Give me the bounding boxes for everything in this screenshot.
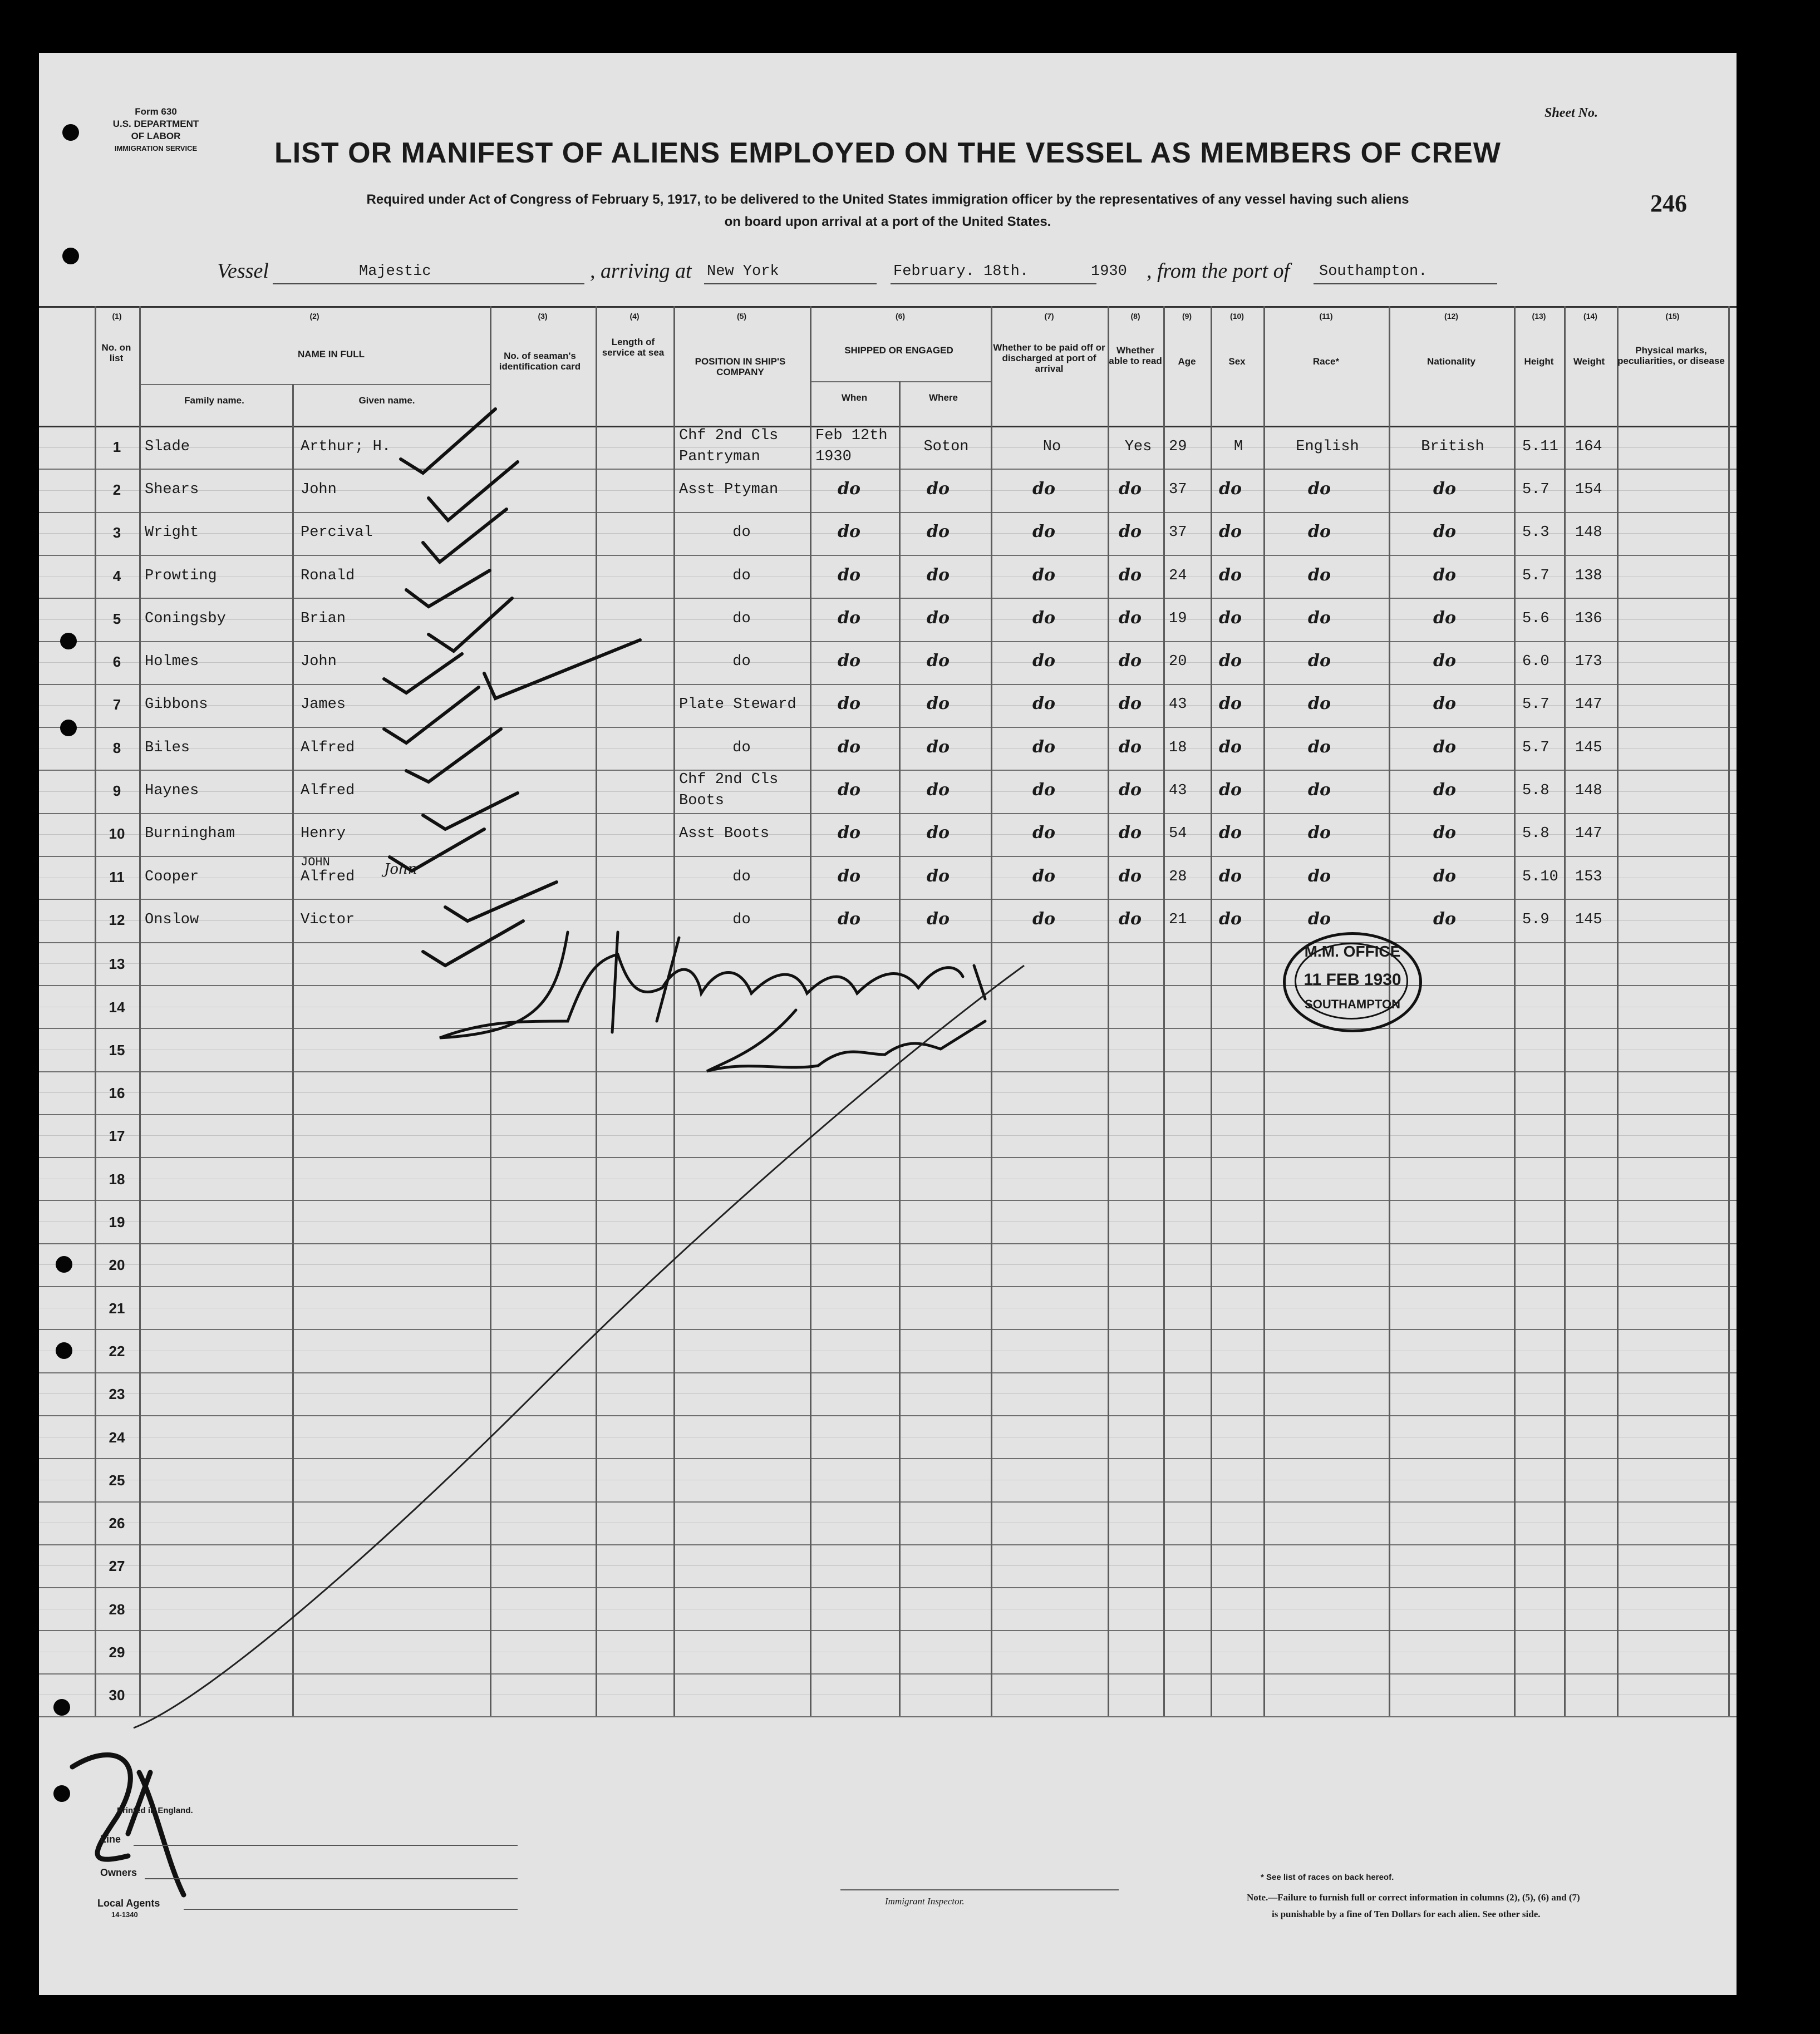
ditto-mark: do	[838, 651, 860, 671]
weight: 136	[1575, 610, 1602, 627]
ditto-mark: do	[1433, 608, 1456, 628]
ditto-mark: do	[927, 823, 950, 843]
age: 28	[1169, 868, 1187, 885]
subtitle-line-1: Required under Act of Congress of February 5, 1917, to be delivered to the United States immigration officer by the representatives of any vessel having such aliens	[366, 192, 1409, 207]
row-number: 26	[109, 1515, 125, 1532]
shipped-when-line-2: 1930	[815, 448, 852, 465]
ditto-mark: do	[1032, 737, 1055, 757]
cell-where: Soton	[923, 438, 969, 455]
column-number: (8)	[1130, 312, 1140, 321]
position: do	[732, 868, 751, 885]
header-position: POSITION IN SHIP'S COMPANY	[695, 356, 786, 377]
row-number: 8	[112, 739, 121, 756]
ditto-mark: do	[1119, 823, 1142, 843]
row-number: 18	[109, 1170, 125, 1188]
ditto-mark: do	[838, 522, 860, 542]
header-length-service: Length of service at sea	[602, 337, 665, 358]
fine-note	[1247, 1892, 1580, 1903]
ditto-mark: do	[1032, 780, 1055, 800]
row-number: 25	[109, 1471, 125, 1489]
row-number: 6	[112, 653, 121, 671]
shipped-when: Feb 12th	[815, 427, 888, 444]
position: Asst Ptyman	[679, 481, 779, 498]
position: Chf 2nd Cls	[679, 427, 779, 444]
row-number: 9	[112, 782, 121, 800]
height: 5.9	[1522, 911, 1550, 928]
check-mark	[406, 729, 501, 782]
header-sex: Sex	[1228, 356, 1246, 367]
signature-stroke	[612, 932, 618, 1032]
column-number: (7)	[1044, 312, 1054, 321]
ditto-mark: do	[927, 565, 950, 585]
height: 5.7	[1522, 739, 1550, 756]
check-mark	[484, 640, 640, 698]
row-number: 21	[109, 1299, 125, 1317]
ditto-mark: do	[1433, 737, 1456, 757]
position: do	[732, 653, 751, 671]
row-number: 17	[109, 1127, 125, 1145]
header-where: Where	[929, 392, 958, 403]
ditto-mark: do	[1433, 780, 1456, 800]
ditto-mark: do	[1219, 737, 1242, 757]
ditto-mark: do	[1219, 909, 1242, 929]
footer-agents: Local Agents	[97, 1898, 160, 1909]
cell-read: Yes	[1124, 438, 1152, 455]
column-number: (10)	[1230, 312, 1244, 321]
ditto-mark: do	[1308, 780, 1331, 800]
given-name: Percival	[301, 524, 373, 541]
given-name: John	[301, 653, 337, 671]
check-marks	[384, 409, 640, 966]
stamp-date: 11 FEB 1930	[1303, 971, 1401, 989]
given-name: Arthur; H.	[301, 438, 391, 455]
age: 29	[1169, 438, 1187, 455]
binder-hole	[62, 248, 79, 264]
row-number: 11	[109, 868, 125, 885]
row-number: 7	[112, 696, 121, 713]
cell-nationality: British	[1421, 438, 1484, 455]
row-number: 14	[109, 998, 125, 1016]
ditto-mark: do	[1433, 694, 1456, 714]
row-number: 12	[109, 911, 125, 928]
ditto-mark: do	[927, 651, 950, 671]
footer-agents-code: 14-1340	[111, 1910, 138, 1919]
ditto-mark: do	[1433, 909, 1456, 929]
ditto-mark: do	[1308, 522, 1331, 542]
ditto-mark: do	[1119, 737, 1142, 757]
ditto-mark: do	[927, 737, 950, 757]
ditto-mark: do	[1308, 608, 1331, 628]
ditto-mark: do	[1119, 694, 1142, 714]
arriving-label: , arriving at	[590, 259, 692, 283]
height: 5.7	[1522, 567, 1550, 584]
position: Plate Steward	[679, 696, 796, 713]
race-note: * See list of races on back hereof.	[1261, 1873, 1394, 1882]
ditto-mark: do	[1119, 608, 1142, 628]
age: 37	[1169, 481, 1187, 498]
office-stamp	[1283, 932, 1422, 1032]
header-given-name: Given name.	[358, 395, 415, 406]
family-name: Slade	[145, 438, 190, 455]
row-number: 20	[109, 1257, 125, 1274]
ditto-mark: do	[1032, 565, 1055, 585]
family-name: Burningham	[145, 825, 235, 843]
ditto-mark: do	[838, 608, 860, 628]
given-name: Alfred	[301, 868, 355, 885]
cell-paid: No	[1042, 438, 1061, 455]
ditto-mark: do	[927, 522, 950, 542]
header-physical: Physical marks, peculiarities, or disease	[1617, 345, 1725, 366]
row-number: 4	[112, 567, 121, 584]
given-name: James	[301, 696, 346, 713]
age: 18	[1169, 739, 1187, 756]
header-shipped: SHIPPED OR ENGAGED	[844, 345, 953, 356]
row-number: 2	[112, 481, 121, 498]
position-line-2: Pantryman	[679, 448, 760, 465]
ditto-mark: do	[1308, 866, 1331, 886]
row-number: 5	[112, 610, 121, 627]
row-number: 13	[109, 956, 125, 973]
ditto-mark: do	[838, 780, 860, 800]
row-number: 30	[109, 1687, 125, 1704]
ditto-mark: do	[1219, 565, 1242, 585]
family-name: Shears	[145, 481, 199, 498]
ditto-mark: do	[1219, 823, 1242, 843]
column-number: (5)	[736, 312, 747, 321]
column-number: (3)	[538, 312, 548, 321]
inspector-label: Immigrant Inspector.	[885, 1896, 965, 1907]
family-name: Holmes	[145, 653, 199, 671]
header-race: Race*	[1312, 356, 1340, 367]
note-text-1: —Failure to furnish full or correct information in columns (2), (5), (6) and (7)	[1268, 1892, 1580, 1903]
vessel-label: Vessel	[217, 259, 269, 283]
ditto-mark: do	[1032, 479, 1055, 499]
weight: 148	[1575, 782, 1602, 800]
ditto-mark: do	[927, 780, 950, 800]
age: 43	[1169, 696, 1187, 713]
check-mark	[423, 793, 518, 829]
check-mark	[423, 509, 506, 562]
header-seaman-card: No. of seaman's identification card	[499, 351, 581, 372]
header-paid-off: Whether to be paid off or discharged at port of arrival	[993, 342, 1105, 374]
family-name: Cooper	[145, 868, 199, 885]
ditto-mark: do	[1308, 823, 1331, 843]
ditto-mark: do	[1119, 866, 1142, 886]
check-mark	[401, 409, 495, 473]
arrival-date: February. 18th.	[893, 263, 1029, 280]
row-number: 22	[109, 1342, 125, 1360]
ditto-mark: do	[838, 909, 860, 929]
ditto-mark: do	[838, 823, 860, 843]
position: do	[732, 911, 751, 928]
weight: 148	[1575, 524, 1602, 541]
cell-race: English	[1296, 438, 1359, 455]
given-name: Alfred	[301, 739, 355, 756]
ditto-mark: do	[1433, 479, 1456, 499]
position: do	[732, 524, 751, 541]
ditto-mark: do	[1119, 909, 1142, 929]
given-name: Brian	[301, 610, 346, 627]
column-number: (6)	[895, 312, 906, 321]
header-no-on-list: No. on list	[101, 342, 131, 363]
weight: 153	[1575, 868, 1602, 885]
header-when: When	[841, 392, 868, 403]
vessel-name: Majestic	[359, 263, 431, 280]
ditto-mark: do	[1219, 694, 1242, 714]
void-line	[134, 966, 1024, 1728]
ditto-mark: do	[1433, 522, 1456, 542]
ditto-mark: do	[1433, 823, 1456, 843]
ditto-mark: do	[1433, 565, 1456, 585]
age: 19	[1169, 610, 1187, 627]
ditto-mark: do	[1032, 823, 1055, 843]
binder-hole	[56, 1256, 72, 1273]
row-number: 10	[109, 825, 125, 843]
position: do	[732, 739, 751, 756]
signature-stroke	[707, 966, 985, 1071]
row-number: 16	[109, 1085, 125, 1102]
family-name: Onslow	[145, 911, 199, 928]
note-label: Note.	[1247, 1892, 1268, 1903]
column-number: (9)	[1182, 312, 1192, 321]
ditto-mark: do	[838, 479, 860, 499]
ditto-mark: do	[1219, 651, 1242, 671]
header-nationality: Nationality	[1427, 356, 1475, 367]
ditto-mark: do	[1433, 866, 1456, 886]
binder-hole	[53, 1699, 70, 1716]
ditto-mark: do	[1032, 651, 1055, 671]
given-name: Victor	[301, 911, 355, 928]
column-number: (11)	[1319, 312, 1333, 321]
ditto-mark: do	[927, 866, 950, 886]
stamp-top: M.M. OFFICE	[1304, 943, 1401, 960]
height: 5.8	[1522, 782, 1550, 800]
binder-hole	[60, 720, 77, 736]
row-number: 27	[109, 1558, 125, 1575]
service: IMMIGRATION SERVICE	[114, 144, 198, 152]
arrival-year: 1930	[1091, 263, 1127, 280]
given-name: John	[301, 481, 337, 498]
check-mark	[384, 687, 479, 743]
ditto-mark: do	[1308, 651, 1331, 671]
binder-hole	[60, 633, 77, 649]
signature-stroke	[657, 938, 679, 1021]
weight: 145	[1575, 911, 1602, 928]
row-number: 23	[109, 1386, 125, 1403]
ditto-mark: do	[838, 565, 860, 585]
height: 5.7	[1522, 696, 1550, 713]
position: do	[732, 610, 751, 627]
height: 5.7	[1522, 481, 1550, 498]
family-name: Coningsby	[145, 610, 226, 627]
ditto-mark: do	[1119, 780, 1142, 800]
from-port-label: , from the port of	[1147, 259, 1290, 283]
ditto-mark: do	[838, 737, 860, 757]
weight: 138	[1575, 567, 1602, 584]
manifest-sheet	[39, 53, 1737, 1995]
height: 5.8	[1522, 825, 1550, 843]
weight: 145	[1575, 739, 1602, 756]
height: 5.6	[1522, 610, 1550, 627]
given-name: Henry	[301, 825, 346, 843]
ditto-mark: do	[1219, 608, 1242, 628]
check-mark	[384, 654, 462, 693]
check-mark	[429, 598, 512, 651]
family-name: Haynes	[145, 782, 199, 800]
age: 37	[1169, 524, 1187, 541]
row-number: 15	[109, 1041, 125, 1058]
age: 20	[1169, 653, 1187, 671]
ditto-mark: do	[927, 479, 950, 499]
column-number: (12)	[1444, 312, 1458, 321]
given-name: Ronald	[301, 567, 355, 584]
ditto-mark: do	[1219, 780, 1242, 800]
weight: 173	[1575, 653, 1602, 671]
position-line-2: Boots	[679, 792, 725, 810]
ditto-mark: do	[1308, 565, 1331, 585]
arrival-port: New York	[707, 263, 779, 280]
age: 24	[1169, 567, 1187, 584]
header-age: Age	[1178, 356, 1196, 367]
height: 5.10	[1522, 868, 1558, 885]
header-family-name: Family name.	[184, 395, 244, 406]
row-number: 28	[109, 1600, 125, 1618]
stamp-bottom: SOUTHAMPTON	[1305, 997, 1400, 1011]
ditto-mark: do	[1219, 866, 1242, 886]
page-title: LIST OR MANIFEST OF ALIENS EMPLOYED ON THE VESSEL AS MEMBERS OF CREW	[274, 137, 1501, 169]
given-name-note: John	[384, 860, 417, 878]
row-number: 1	[112, 438, 121, 455]
footer-owners: Owners	[100, 1867, 137, 1878]
height: 6.0	[1522, 653, 1550, 671]
signature-stroke	[440, 932, 963, 1038]
ditto-mark: do	[1032, 909, 1055, 929]
ditto-mark: do	[1308, 479, 1331, 499]
subtitle-line-2: on board upon arrival at a port of the United States.	[724, 214, 1051, 229]
given-name: Alfred	[301, 782, 355, 800]
column-number: (13)	[1532, 312, 1546, 321]
age: 43	[1169, 782, 1187, 800]
weight: 164	[1575, 438, 1602, 455]
footer-line: Line	[100, 1834, 121, 1845]
family-name: Gibbons	[145, 696, 208, 713]
ditto-mark: do	[1032, 608, 1055, 628]
department: U.S. DEPARTMENT OF LABOR	[112, 119, 199, 141]
signature	[440, 932, 985, 1071]
ditto-mark: do	[1119, 565, 1142, 585]
weight: 147	[1575, 696, 1602, 713]
note-text-2: is punishable by a fine of Ten Dollars for each alien. See other side.	[1272, 1909, 1541, 1919]
weight: 154	[1575, 481, 1602, 498]
ditto-mark: do	[1433, 651, 1456, 671]
column-number: (2)	[309, 312, 319, 321]
sheet-stamp-number: 246	[1650, 190, 1687, 217]
check-mark	[423, 921, 523, 966]
binder-hole	[53, 1785, 70, 1802]
family-name: Wright	[145, 524, 199, 541]
ditto-mark: do	[1308, 909, 1331, 929]
age: 54	[1169, 825, 1187, 843]
position: Chf 2nd Cls	[679, 771, 779, 789]
check-mark	[406, 570, 490, 607]
ditto-mark: do	[1032, 866, 1055, 886]
ditto-mark: do	[838, 694, 860, 714]
row-number: 24	[109, 1429, 125, 1446]
weight: 147	[1575, 825, 1602, 843]
family-name: Biles	[145, 739, 190, 756]
ditto-mark: do	[1032, 694, 1055, 714]
ditto-mark: do	[1119, 651, 1142, 671]
row-number: 19	[109, 1214, 125, 1231]
column-number: (15)	[1665, 312, 1680, 321]
ditto-mark: do	[1308, 737, 1331, 757]
check-mark	[445, 882, 557, 921]
ditto-mark: do	[1219, 522, 1242, 542]
header-height: Height	[1524, 356, 1554, 367]
ditto-mark: do	[927, 694, 950, 714]
binder-hole	[56, 1342, 72, 1359]
ditto-mark: do	[927, 608, 950, 628]
height: 5.11	[1522, 438, 1558, 455]
binder-hole	[62, 124, 79, 141]
column-number: (4)	[629, 312, 640, 321]
header-name-in-full: NAME IN FULL	[298, 349, 365, 359]
height: 5.3	[1522, 524, 1550, 541]
given-name-correction: JOHN	[301, 855, 330, 869]
header-weight: Weight	[1573, 356, 1605, 367]
position: Asst Boots	[679, 825, 770, 843]
ditto-mark: do	[1032, 522, 1055, 542]
handwriting-layer	[39, 53, 1737, 1995]
ditto-mark: do	[927, 909, 950, 929]
form-number: Form 630	[135, 106, 177, 117]
ditto-mark: do	[1219, 479, 1242, 499]
ditto-mark: do	[1119, 522, 1142, 542]
ditto-mark: do	[1119, 479, 1142, 499]
check-mark	[390, 829, 484, 871]
family-name: Prowting	[145, 567, 217, 584]
ditto-mark: do	[1308, 694, 1331, 714]
departure-port: Southampton.	[1319, 263, 1428, 280]
age: 21	[1169, 911, 1187, 928]
row-number: 29	[109, 1644, 125, 1661]
printed-note: Printed in England.	[117, 1806, 193, 1815]
column-number: (14)	[1583, 312, 1597, 321]
ditto-mark: do	[838, 866, 860, 886]
cell-sex: M	[1233, 438, 1243, 455]
position: do	[732, 567, 751, 584]
header-able-read: Whether able to read	[1109, 345, 1162, 366]
column-number: (1)	[112, 312, 122, 321]
sheet-number-label: Sheet No.	[1544, 106, 1598, 120]
row-number: 3	[112, 524, 121, 541]
